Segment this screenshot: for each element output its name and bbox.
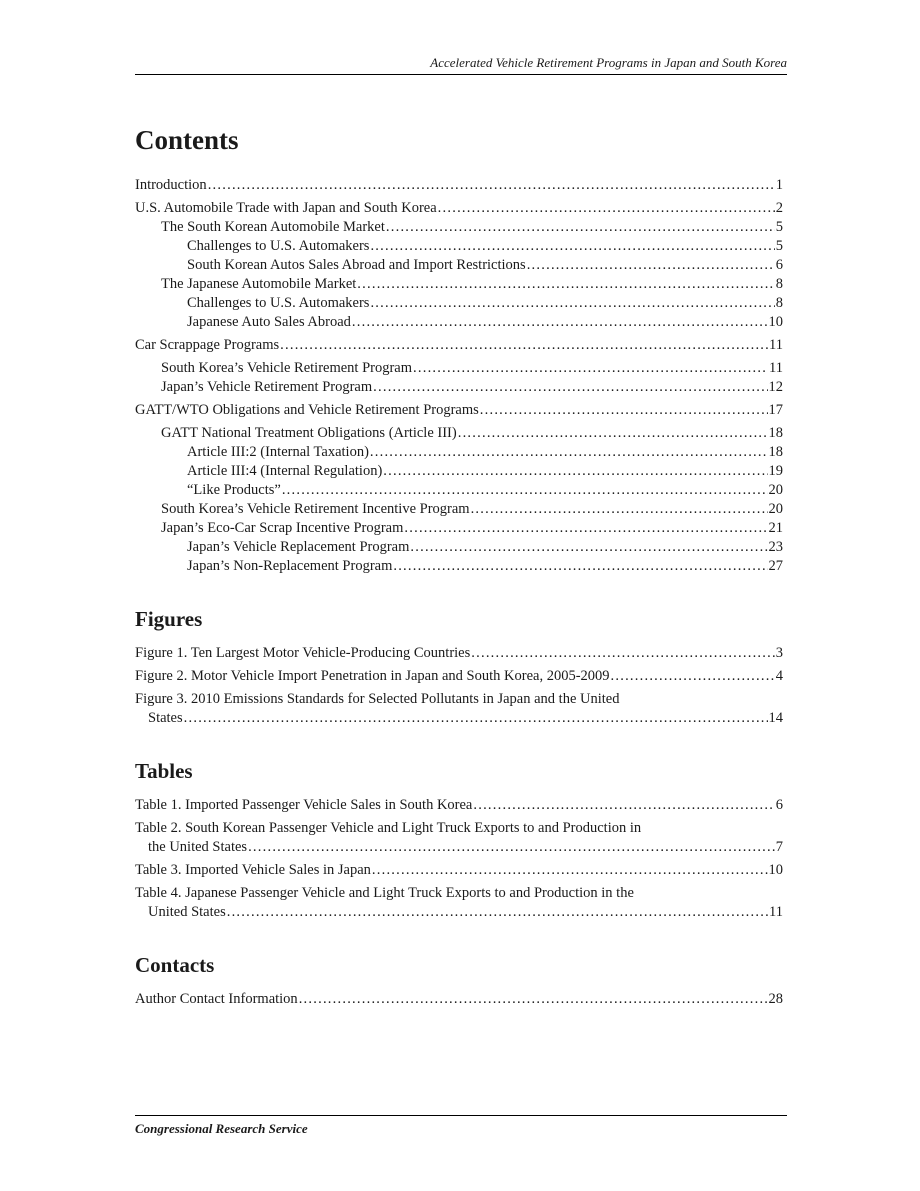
figure-entry[interactable] [135,644,783,663]
toc-entry-label: Table 4. Japanese Passenger Vehicle and Light Truck Exports to and Production in the [135,885,634,901]
toc-entry-label: Challenges to U.S. Automakers [187,295,370,311]
contact-entry[interactable] [135,990,783,1009]
dot-leader [611,667,775,686]
contents-heading: Contents [135,125,239,155]
toc-entry[interactable] [135,336,783,355]
toc-entry-label: Figure 2. Motor Vehicle Import Penetration in Japan and South Korea, 2005-2009 [135,668,610,684]
toc-entry[interactable] [135,218,783,237]
toc-entry[interactable] [135,294,783,313]
toc-entry-page: 2 [775,200,783,216]
toc-entry-label: Japan’s Vehicle Replacement Program [187,539,410,555]
dot-leader [410,538,767,557]
toc-entry-label: South Korea’s Vehicle Retirement Program [161,360,413,376]
toc-entry-label: The South Korean Automobile Market [161,219,385,235]
dot-leader [383,462,767,481]
toc-entry[interactable] [135,176,783,195]
toc-entry-label: Car Scrappage Programs [135,337,280,353]
dot-leader [227,903,768,922]
toc-entry-label: South Korea’s Vehicle Retirement Incentive Program [161,501,470,517]
toc-entry-label: Figure 1. Ten Largest Motor Vehicle-Producing Countries [135,645,471,661]
toc-entry-page: 8 [775,276,783,292]
dot-leader [299,990,768,1009]
toc-entry-page: 14 [768,710,783,726]
toc-entry-page: 11 [769,337,783,353]
toc-entry-page: 19 [768,463,783,479]
dot-leader [393,557,767,576]
toc-entry-label: South Korean Autos Sales Abroad and Import Restrictions [187,257,526,273]
dot-leader [370,237,774,256]
dot-leader [357,275,774,294]
toc-entry-label: Article III:2 (Internal Taxation) [187,444,369,460]
dot-leader [471,500,768,519]
toc-entry-label: Japan’s Eco-Car Scrap Incentive Program [161,520,404,536]
dot-leader [480,401,768,420]
dot-leader [458,424,768,443]
dot-leader [471,644,774,663]
toc-entry-label: Japan’s Non-Replacement Program [187,558,393,574]
toc-entry-page: 20 [768,482,783,498]
toc-entry-label: Table 3. Imported Vehicle Sales in Japan [135,862,371,878]
dot-leader [370,443,768,462]
toc-entry-page: 27 [768,558,783,574]
toc-entry-page: 5 [775,238,783,254]
table-entry[interactable] [135,884,783,922]
toc-entry-page: 8 [775,295,783,311]
dot-leader [473,796,774,815]
toc-entry-label: Introduction [135,177,207,193]
toc-entry-page: 23 [768,539,783,555]
toc-entry[interactable] [135,378,783,397]
toc-entry-label: GATT/WTO Obligations and Vehicle Retirement Programs [135,402,479,418]
toc-entry-page: 1 [775,177,783,193]
toc-entry[interactable] [135,256,783,275]
dot-leader [413,359,768,378]
dot-leader [280,336,768,355]
dot-leader [352,313,768,332]
toc-entry-page: 6 [775,797,783,813]
toc-entry-page: 11 [769,360,783,376]
toc-entry[interactable] [135,424,783,443]
running-header: Accelerated Vehicle Retirement Programs in Japan and South Korea [135,55,787,75]
toc-entry-label-continued: United States [148,904,226,920]
dot-leader [386,218,775,237]
dot-leader [248,838,775,857]
toc-entry-page: 6 [775,257,783,273]
toc-entry-label: Challenges to U.S. Automakers [187,238,370,254]
table-entry[interactable] [135,819,783,857]
toc-entry[interactable] [135,538,783,557]
dot-leader [373,378,767,397]
toc-entry-label: Japanese Auto Sales Abroad [187,314,351,330]
toc-entry-label-continued: the United States [148,839,248,855]
toc-entry[interactable] [135,275,783,294]
toc-entry-label: Table 1. Imported Passenger Vehicle Sales in South Korea [135,797,473,813]
toc-entry[interactable] [135,359,783,378]
toc-entry[interactable] [135,401,783,420]
figures-heading: Figures [135,607,203,631]
toc-entry[interactable] [135,443,783,462]
dot-leader [404,519,767,538]
toc-entry[interactable] [135,557,783,576]
toc-entry-label: Japan’s Vehicle Retirement Program [161,379,373,395]
toc-entry-label: The Japanese Automobile Market [161,276,357,292]
toc-entry-page: 17 [768,402,783,418]
toc-entry[interactable] [135,481,783,500]
running-footer: Congressional Research Service [135,1115,787,1137]
dot-leader [438,199,775,218]
dot-leader [372,861,768,880]
dot-leader [208,176,775,195]
table-entry[interactable] [135,861,783,880]
dot-leader [370,294,774,313]
toc-entry[interactable] [135,462,783,481]
toc-entry[interactable] [135,199,783,218]
toc-entry-page: 5 [775,219,783,235]
toc-entry-page: 20 [768,501,783,517]
toc-entry-page: 10 [768,862,783,878]
dot-leader [184,709,768,728]
toc-entry-page: 11 [769,904,783,920]
toc-entry-page: 10 [768,314,783,330]
toc-entry-page: 4 [775,668,783,684]
toc-entry-page: 7 [775,839,783,855]
toc-entry-page: 12 [768,379,783,395]
toc-entry-label: Article III:4 (Internal Regulation) [187,463,383,479]
figure-entry[interactable] [135,690,783,728]
tables-heading: Tables [135,759,193,783]
toc-entry-page: 3 [775,645,783,661]
toc-entry-label: “Like Products” [187,482,281,498]
toc-entry-page: 21 [768,520,783,536]
toc-entry[interactable] [135,519,783,538]
toc-entry-label: Table 2. South Korean Passenger Vehicle and Light Truck Exports to and Production in [135,820,642,836]
dot-leader [527,256,775,275]
toc-entry-label: U.S. Automobile Trade with Japan and South Korea [135,200,437,216]
toc-entry[interactable] [135,237,783,256]
contacts-heading: Contacts [135,953,215,977]
figure-entry[interactable] [135,667,783,686]
toc-entry-label: GATT National Treatment Obligations (Article III) [161,425,457,441]
dot-leader [282,481,768,500]
table-of-contents [135,122,783,1009]
toc-entry-page: 18 [768,444,783,460]
toc-entry[interactable] [135,500,783,519]
toc-entry-label-continued: States [148,710,183,726]
toc-entry[interactable] [135,313,783,332]
toc-entry-page: 18 [768,425,783,441]
toc-entry-label: Figure 3. 2010 Emissions Standards for Selected Pollutants in Japan and the United [135,691,620,707]
table-entry[interactable] [135,796,783,815]
toc-entry-page: 28 [768,991,783,1007]
toc-entry-label: Author Contact Information [135,991,298,1007]
